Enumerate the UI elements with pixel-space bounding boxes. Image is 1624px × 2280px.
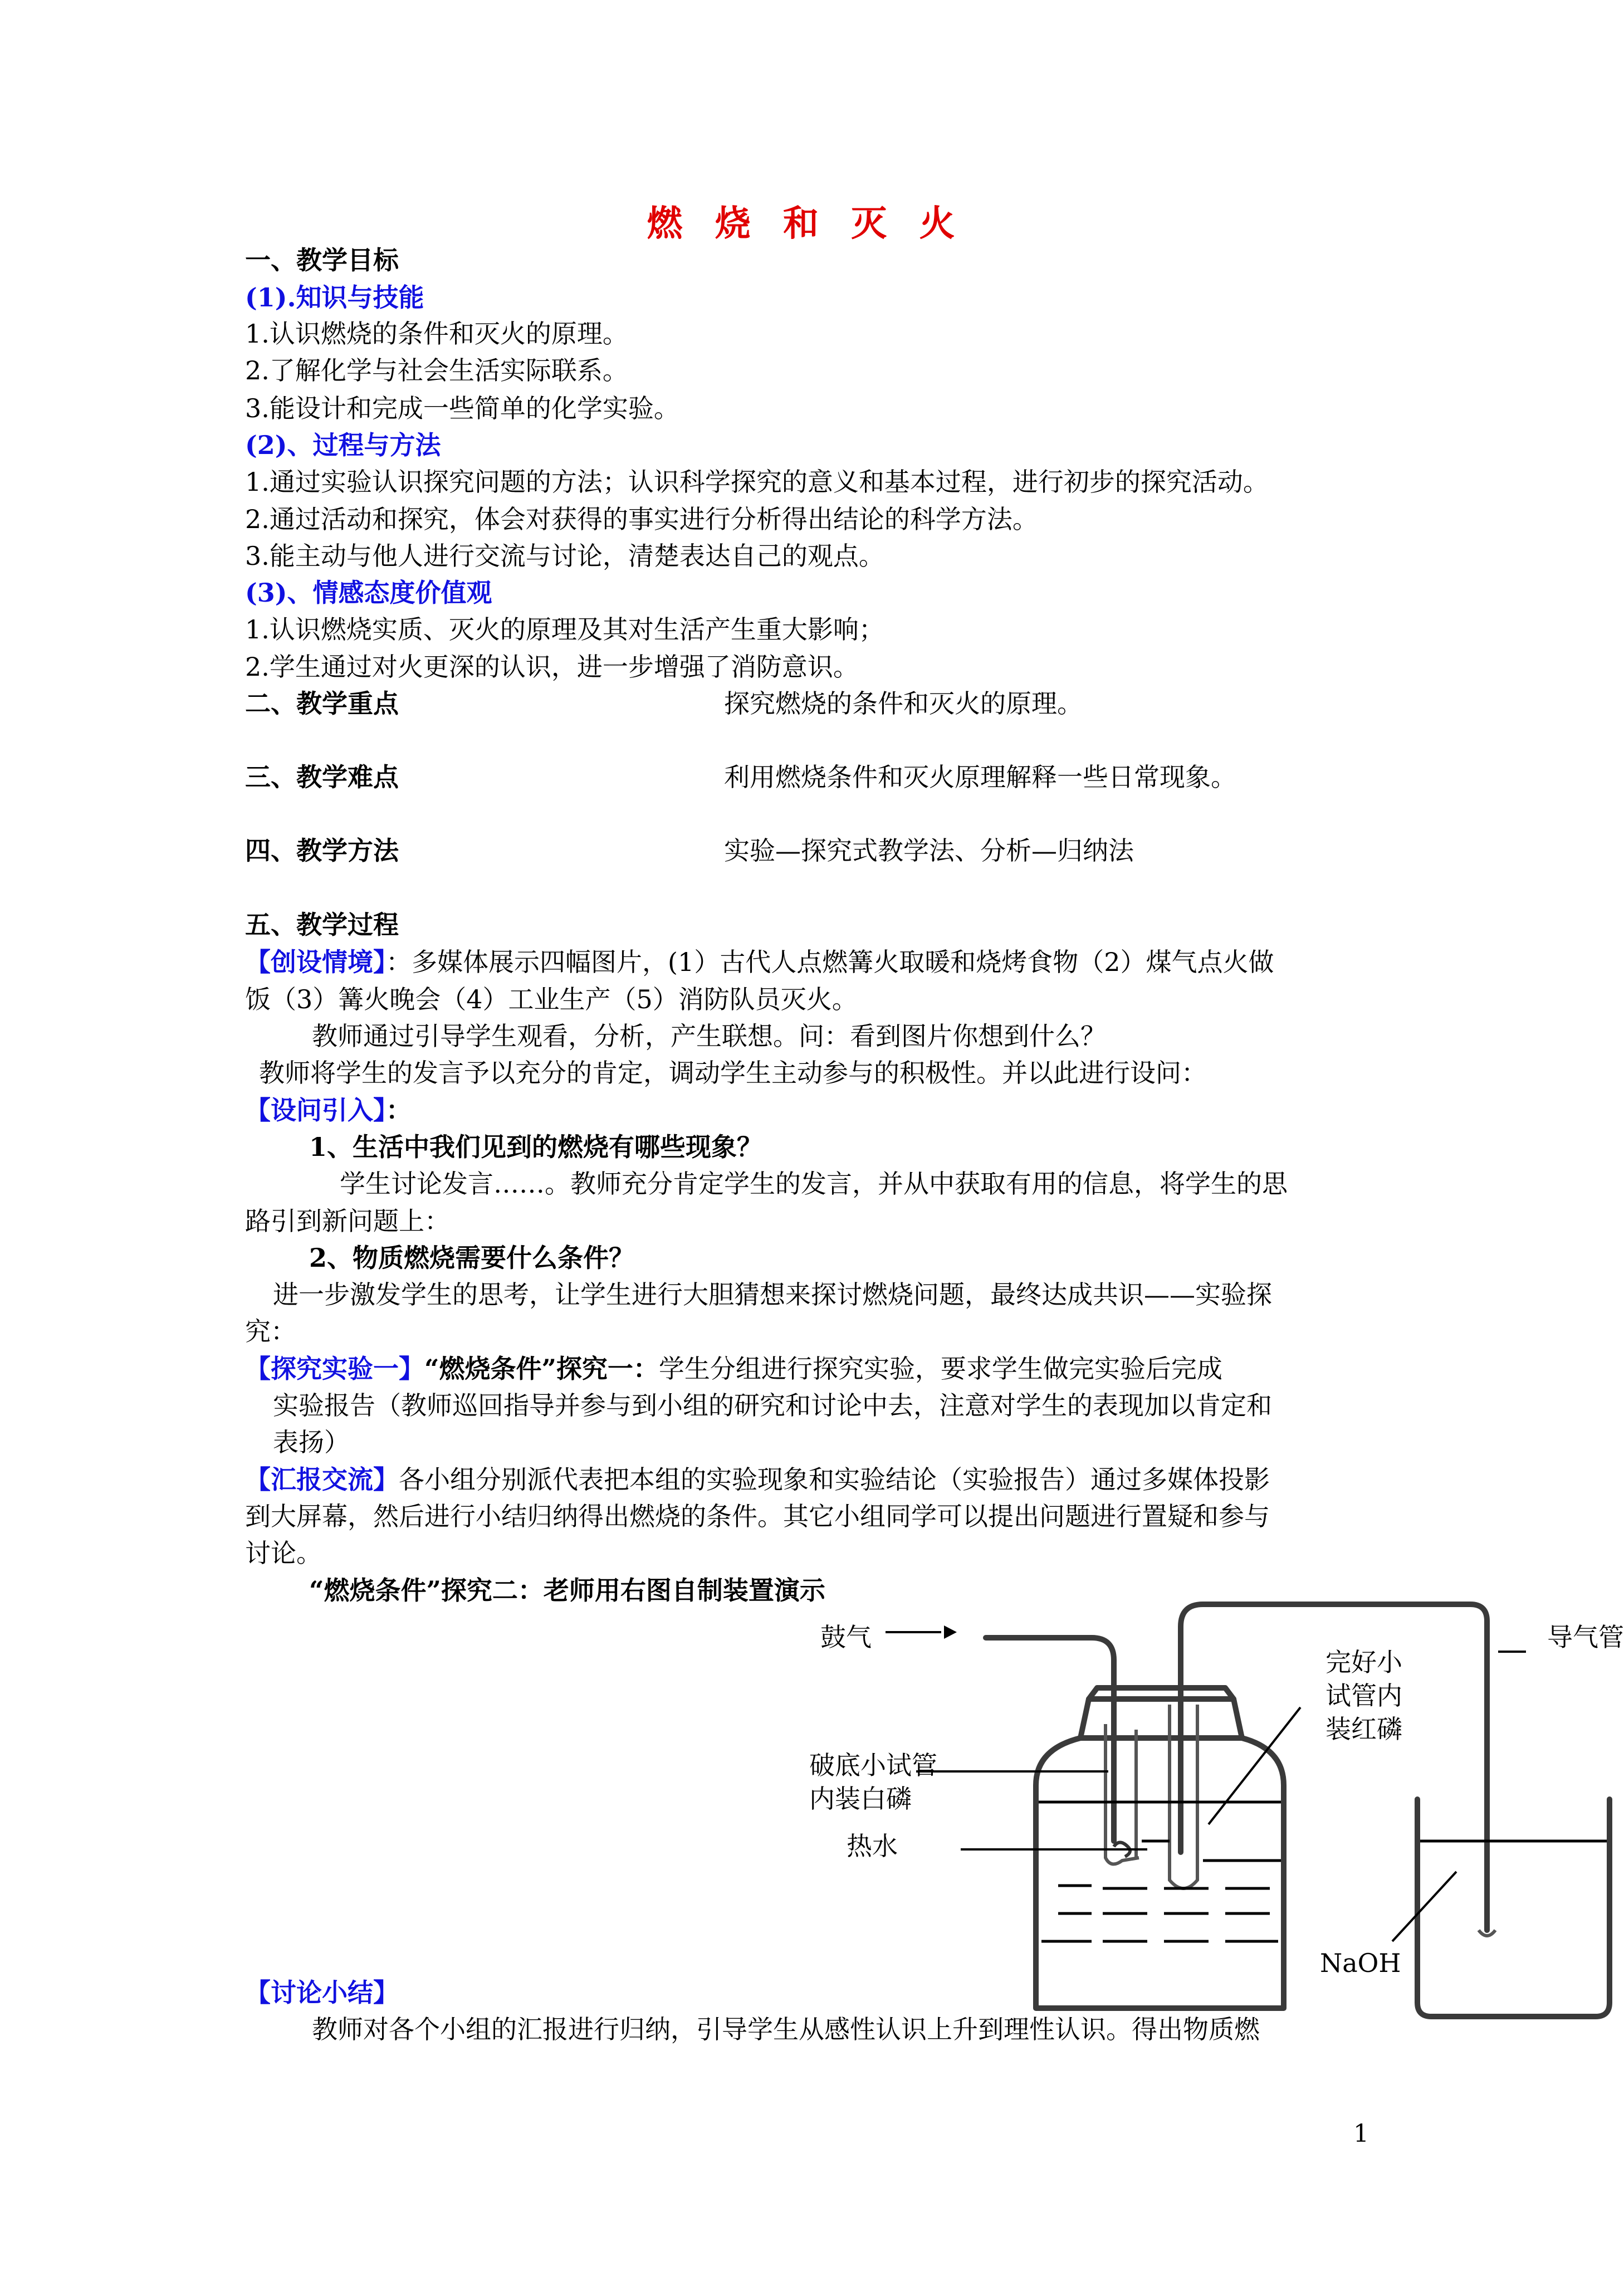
scene-tag: 【创设情境】 — [245, 947, 386, 977]
subheading-process-method: (2)、过程与方法 — [245, 430, 441, 460]
stopper-top — [1089, 1688, 1234, 1699]
paragraph-line — [245, 1354, 1222, 1384]
difficulties-row — [245, 762, 1236, 793]
document-title: 燃 烧 和 灭 火 — [647, 203, 965, 245]
objective-line: 2.通过活动和探究，体会对获得的事实进行分析得出结论的科学方法。 — [245, 504, 1038, 534]
question-2: 2、物质燃烧需要什么条件？ — [309, 1243, 635, 1273]
paragraph-line: 实验报告（教师巡回指导并参与到小组的研究和讨论中去，注意对学生的表现加以肯定和 — [273, 1390, 1272, 1420]
water-lines — [1039, 1802, 1607, 1941]
paragraph-line: 讨论。 — [245, 1538, 322, 1568]
label-naoh: NaOH — [1320, 1948, 1401, 1978]
bottle-outline — [1036, 1738, 1284, 2008]
pointer-red-phosphorus — [1209, 1707, 1300, 1824]
paragraph-line: 学生讨论发言……。教师充分肯定学生的发言，并从中获取有用的信息，将学生的思 — [340, 1169, 1288, 1199]
label-red-phosphorus — [1325, 1646, 1402, 1746]
paragraph-line — [245, 1464, 1270, 1495]
paragraph-line: 表扬） — [273, 1427, 350, 1457]
paragraph-line: 饭（3）篝火晚会（4）工业生产（5）消防队员灭火。 — [245, 984, 858, 1014]
paragraph-line — [245, 1095, 412, 1126]
subheading-attitude-values: (3)、情感态度价值观 — [245, 578, 492, 608]
objective-line: 1.认识燃烧的条件和灭火的原理。 — [245, 319, 628, 349]
label-hot-water: 热水 — [847, 1831, 898, 1861]
label-white-phosphorus — [809, 1749, 937, 1816]
difficulties-text: 利用燃烧条件和灭火原理解释一些日常现象。 — [724, 762, 1236, 792]
summary-tag-text: 【讨论小结】 — [245, 1978, 399, 2008]
paragraph-line: 教师通过引导学生观看，分析，产生联想。问：看到图片你想到什么？ — [312, 1021, 1106, 1051]
paragraph-line: 教师对各个小组的汇报进行归纳，引导学生从感性认识上升到理性认识。得出物质燃 — [312, 2014, 1260, 2044]
subheading-knowledge-skills: (1).知识与技能 — [245, 282, 424, 313]
experiment-title: “燃烧条件”探究一： — [424, 1354, 659, 1384]
experiment-tag: 【探究实验一】 — [245, 1354, 424, 1384]
ask-colon: ： — [386, 1095, 412, 1125]
page-number: 1 — [1353, 2120, 1369, 2148]
objective-line: 3.能主动与他人进行交流与讨论，清楚表达自己的观点。 — [245, 541, 884, 571]
paragraph-line: 进一步激发学生的思考，让学生进行大胆猜想来探讨燃烧问题，最终达成共识——实验探 — [273, 1280, 1272, 1310]
pointer-naoh — [1392, 1872, 1456, 1941]
experiment-2-heading: “燃烧条件”探究二：老师用右图自制装置演示 — [309, 1575, 825, 1605]
label-line: 完好小 — [1325, 1647, 1402, 1677]
paragraph-line: 教师将学生的发言予以充分的肯定，调动学生主动参与的积极性。并以此进行设问： — [259, 1058, 1207, 1088]
section-heading-key-points: 二、教学重点 — [245, 689, 399, 719]
methods-row — [245, 836, 1134, 866]
section-heading-process: 五、教学过程 — [245, 910, 399, 940]
beaker-outline — [1417, 1799, 1610, 2017]
section-heading-objectives: 一、教学目标 — [245, 245, 399, 275]
label-outlet-tube: 导气管 — [1547, 1622, 1624, 1652]
objective-line: 2.学生通过对火更深的认识，进一步增强了消防意识。 — [245, 652, 859, 682]
label-blow: 鼓气 — [820, 1622, 872, 1652]
objective-line: 3.能设计和完成一些简单的化学实验。 — [245, 393, 679, 423]
scene-text: ：多媒体展示四幅图片，(1）古代人点燃篝火取暖和烧烤食物（2）煤气点火做 — [386, 947, 1274, 977]
objective-line: 1.通过实验认识探究问题的方法；认识科学探究的意义和基本过程，进行初步的探究活动。 — [245, 467, 1269, 497]
paragraph-line: 路引到新问题上： — [245, 1206, 450, 1236]
ask-tag: 【设问引入】 — [245, 1095, 386, 1125]
label-line: 内装白磷 — [809, 1783, 912, 1814]
label-line: 破底小试管 — [809, 1750, 937, 1780]
paragraph-line: 到大屏幕，然后进行小结归纳得出燃烧的条件。其它小组同学可以提出问题进行置疑和参与 — [245, 1501, 1270, 1531]
label-line: 试管内 — [1325, 1680, 1402, 1711]
section-heading-methods: 四、教学方法 — [245, 836, 399, 866]
methods-text: 实验—探究式教学法、分析—归纳法 — [724, 836, 1134, 866]
experiment-text: 学生分组进行探究实验，要求学生做完实验后完成 — [658, 1354, 1222, 1384]
report-text: 各小组分别派代表把本组的实验现象和实验结论（实验报告）通过多媒体投影 — [399, 1464, 1270, 1495]
question-1: 1、生活中我们见到的燃烧有哪些现象？ — [309, 1132, 763, 1162]
objective-line: 1.认识燃烧实质、灭火的原理及其对生活产生重大影响； — [245, 614, 884, 645]
paragraph-line: 究： — [245, 1316, 296, 1346]
blow-arrow-head — [944, 1625, 957, 1639]
objective-line: 2.了解化学与社会生活实际联系。 — [245, 355, 628, 385]
summary-tag — [245, 1978, 399, 2008]
section-heading-difficulties: 三、教学难点 — [245, 762, 399, 792]
label-line: 装红磷 — [1325, 1713, 1402, 1744]
key-points-text: 探究燃烧的条件和灭火的原理。 — [724, 689, 1083, 719]
paragraph-line — [245, 947, 1274, 978]
report-tag: 【汇报交流】 — [245, 1464, 399, 1495]
key-points-row — [245, 689, 1083, 719]
